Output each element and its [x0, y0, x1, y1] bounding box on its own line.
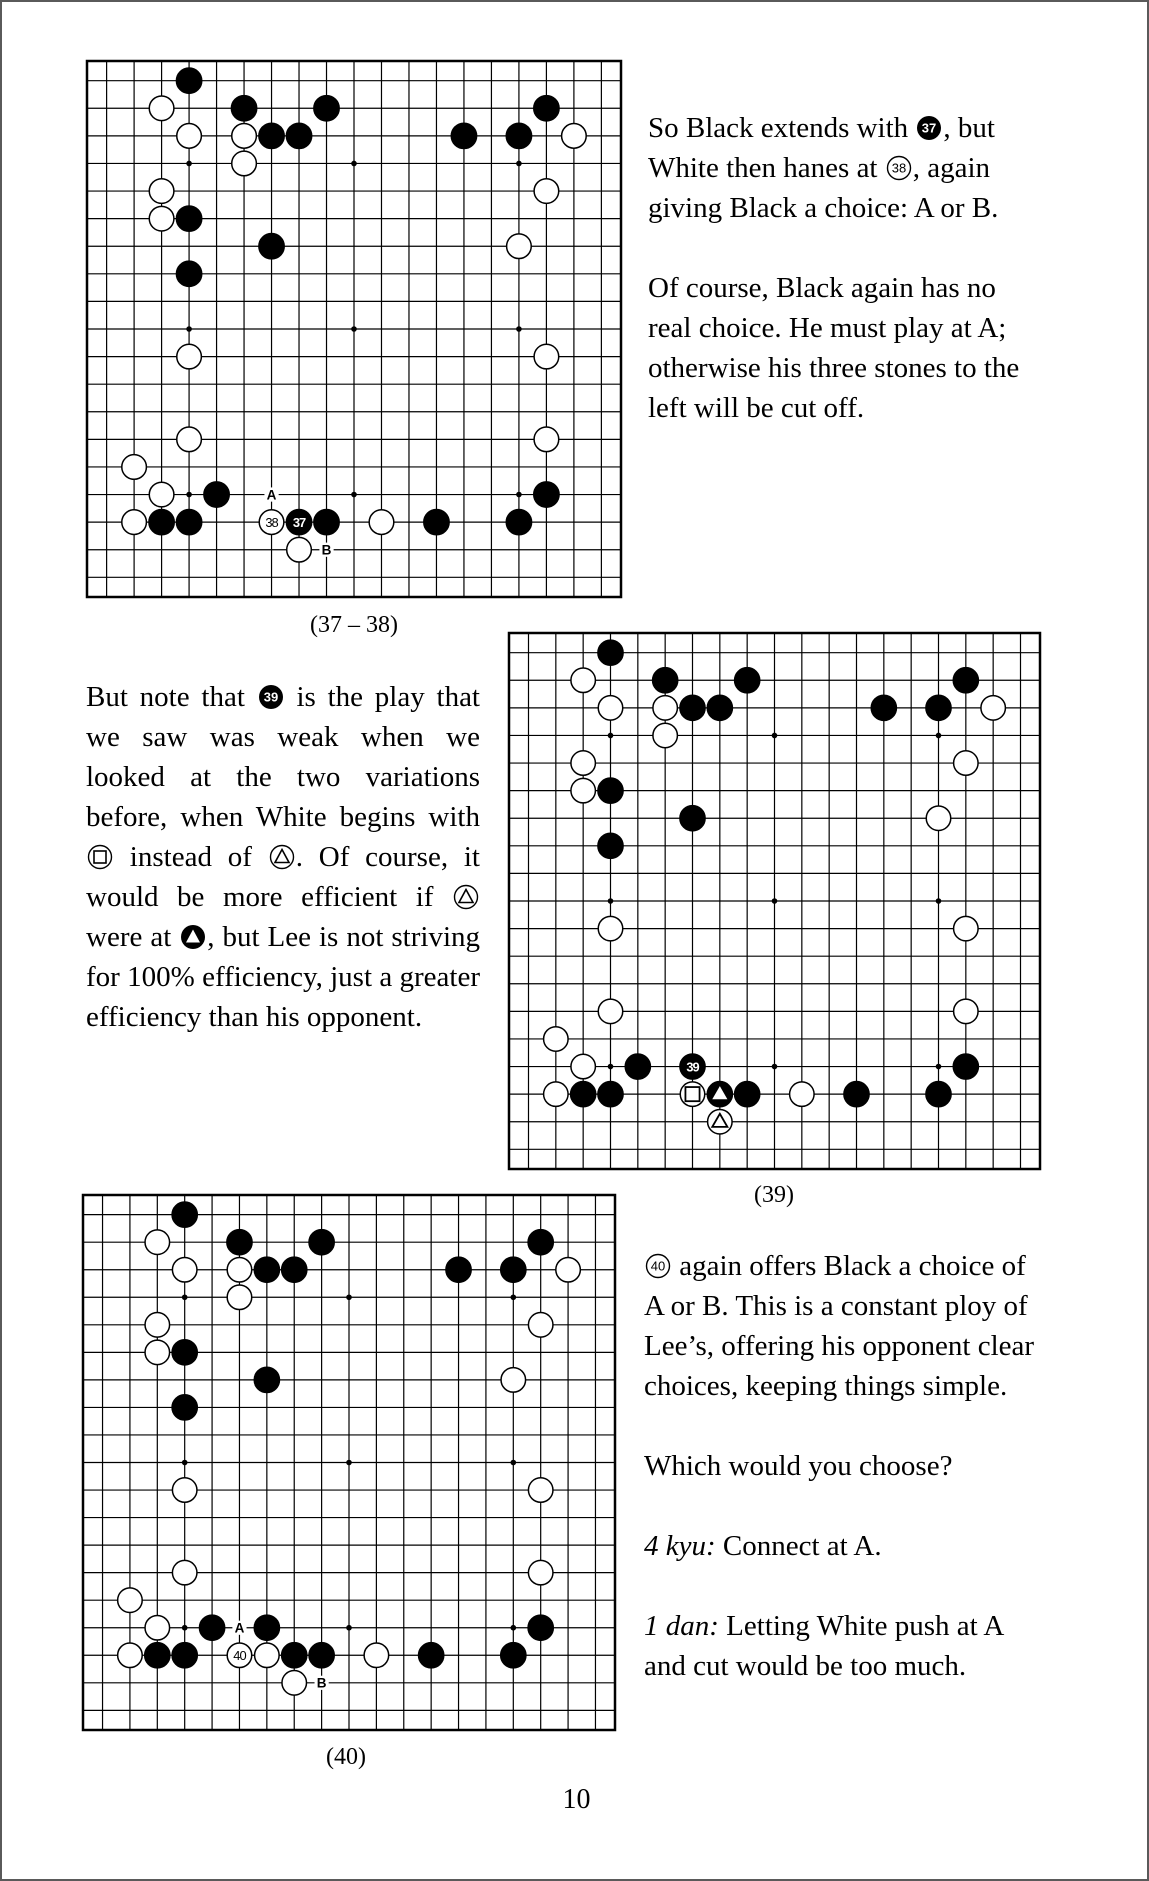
star-point [351, 161, 357, 167]
white-stone [954, 751, 978, 775]
diagram-caption: (39) [754, 1182, 794, 1208]
star-point [608, 1064, 614, 1070]
black-stone [871, 695, 897, 721]
paragraph: 1 dan: Letting White push at A and cut would be too much. [644, 1610, 1003, 1682]
white-stone [571, 778, 595, 802]
svg-text:38: 38 [891, 160, 906, 176]
commentary-39 [86, 677, 480, 1037]
white-stone [544, 1027, 568, 1051]
paragraph: So Black extends with 37 , but White then hanes at 38 , again giving Black a choice: A or B. [648, 112, 999, 224]
black-stone [199, 1615, 225, 1641]
white-stone [790, 1082, 814, 1106]
black-stone [451, 123, 477, 149]
black-stone [506, 509, 532, 535]
white-stone [172, 1478, 197, 1503]
black-stone [844, 1081, 870, 1107]
black-stone [172, 1395, 198, 1421]
black-stone [281, 1642, 307, 1668]
white-stone [227, 1257, 252, 1282]
white-stone [122, 510, 147, 535]
star-point [182, 1460, 188, 1466]
black-stone [144, 1642, 170, 1668]
white-stone [118, 1643, 143, 1668]
white-stone [556, 1257, 581, 1282]
go-diagram-40 [82, 1194, 616, 1731]
white-stone [571, 668, 595, 692]
star-point [351, 492, 357, 498]
star-point [186, 326, 192, 332]
white-stone [172, 1257, 197, 1282]
black-stone [707, 695, 733, 721]
black-stone [309, 1642, 335, 1668]
star-point [516, 161, 522, 167]
white-stone [528, 1560, 553, 1585]
white-stone [149, 179, 174, 204]
white-stone [981, 696, 1005, 720]
white-stone [544, 1082, 568, 1106]
star-point [351, 326, 357, 332]
black-stone [953, 667, 979, 693]
white-circle-number-icon [886, 155, 912, 181]
white-stone [571, 1054, 595, 1078]
black-stone [570, 1081, 596, 1107]
black-stone [176, 509, 202, 535]
black-stone [231, 95, 257, 121]
white-stone [528, 1478, 553, 1503]
go-board [508, 632, 1041, 1170]
white-stone [653, 723, 677, 747]
white-stone [232, 124, 257, 149]
black-stone [314, 95, 340, 121]
black-stone [734, 1081, 760, 1107]
white-stone [145, 1230, 170, 1255]
black-stone [314, 509, 340, 535]
go-board [86, 60, 622, 598]
black-stone [926, 695, 952, 721]
white-stone [653, 696, 677, 720]
star-point [346, 1294, 352, 1300]
white-stone [172, 1560, 197, 1585]
white-stone [287, 537, 312, 562]
white-stone [528, 1313, 553, 1338]
black-stone [172, 1339, 198, 1365]
black-stone [149, 509, 175, 535]
star-point [186, 492, 192, 498]
diagram-caption: (40) [326, 1744, 366, 1770]
white-stone [149, 96, 174, 121]
white-circle-number-icon [645, 1253, 671, 1279]
star-point [182, 1294, 188, 1300]
diagram-caption: (37 – 38) [310, 612, 398, 638]
white-stone [369, 510, 394, 535]
black-stone [680, 695, 706, 721]
white-stone [954, 999, 978, 1023]
white-stone [122, 455, 147, 480]
star-point [511, 1625, 517, 1631]
white-stone-square-icon [87, 844, 113, 870]
commentary-37-38 [648, 108, 1044, 428]
black-stone [281, 1257, 307, 1283]
move-number: 39 [686, 1059, 699, 1075]
black-stone [254, 1257, 280, 1283]
white-stone [680, 1082, 704, 1106]
black-stone [259, 233, 285, 259]
black-stone [680, 1054, 706, 1080]
point-letter: B [321, 542, 332, 558]
white-stone [282, 1671, 307, 1696]
black-stone [598, 833, 624, 859]
star-point [936, 1064, 942, 1070]
star-point [186, 161, 192, 167]
black-stone [506, 123, 532, 149]
white-stone [501, 1368, 526, 1393]
star-point [936, 733, 942, 739]
white-stone [708, 1109, 732, 1133]
go-diagram-39 [508, 632, 1041, 1170]
point-letter: A [266, 487, 277, 503]
star-point [182, 1625, 188, 1631]
star-point [936, 898, 942, 904]
star-point [511, 1460, 517, 1466]
paragraph: 40 again offers Black a choice of A or B. This is a constant ploy of Lee’s, offering his opponent clear choices, keeping things simple. [644, 1250, 1035, 1402]
move-number: 40 [233, 1648, 246, 1664]
white-stone [507, 234, 532, 259]
white-stone [145, 1340, 170, 1365]
white-stone [227, 1643, 252, 1668]
black-stone [424, 509, 450, 535]
paragraph: But note that 39 is the play that we saw was weak when we looked at the two variations before, when White begins with instead of . Of course, it would be more efficient if were at , but Lee is not striving for 100% efficiency, just a greater efficiency than his opponent. [86, 681, 480, 1033]
white-stone [149, 482, 174, 507]
star-point [772, 898, 778, 904]
black-circle-number-icon [258, 684, 284, 710]
paragraph: Of course, Black again has no real choice. He must play at A; otherwise his three stones to the left will be cut off. [648, 272, 1020, 424]
black-stone [533, 95, 559, 121]
black-stone [254, 1367, 280, 1393]
svg-text:39: 39 [263, 689, 278, 705]
white-stone [954, 916, 978, 940]
black-stone [204, 482, 230, 508]
white-stone [259, 510, 284, 535]
star-point [346, 1460, 352, 1466]
black-stone [259, 123, 285, 149]
black-stone [500, 1257, 526, 1283]
white-stone [926, 806, 950, 830]
svg-text:40: 40 [650, 1258, 666, 1274]
white-stone [177, 124, 202, 149]
star-point [516, 326, 522, 332]
black-stone [528, 1229, 554, 1255]
go-diagram-37-38 [86, 60, 622, 598]
star-point [511, 1294, 517, 1300]
star-point [346, 1625, 352, 1631]
white-stone [177, 344, 202, 369]
black-stone [227, 1229, 253, 1255]
go-board [82, 1194, 616, 1731]
black-stone [418, 1642, 444, 1668]
white-stone [534, 179, 559, 204]
white-stone [227, 1285, 252, 1310]
point-letter: B [316, 1675, 327, 1691]
black-stone [172, 1202, 198, 1228]
black-stone [172, 1642, 198, 1668]
paragraph: Which would you choose? [644, 1450, 953, 1482]
commentary-40 [644, 1246, 1042, 1686]
black-stone [598, 1081, 624, 1107]
star-point [608, 733, 614, 739]
black-stone [446, 1257, 472, 1283]
black-stone [286, 509, 312, 535]
black-stone [176, 68, 202, 94]
black-stone [254, 1615, 280, 1641]
black-stone [286, 123, 312, 149]
white-stone [177, 427, 202, 452]
white-stone [145, 1313, 170, 1338]
white-stone [145, 1615, 170, 1640]
white-stone [571, 751, 595, 775]
white-stone [598, 916, 622, 940]
black-stone [598, 778, 624, 804]
black-stone [176, 261, 202, 287]
black-stone [176, 206, 202, 232]
black-circle-number-icon [916, 115, 942, 141]
white-stone [232, 151, 257, 176]
star-point [772, 1064, 778, 1070]
black-stone [707, 1081, 733, 1107]
white-stone [364, 1643, 389, 1668]
white-stone [598, 999, 622, 1023]
black-stone [953, 1054, 979, 1080]
point-letter: A [234, 1620, 245, 1636]
black-stone [734, 667, 760, 693]
white-stone [149, 206, 174, 231]
star-point [608, 898, 614, 904]
white-stone [118, 1588, 143, 1613]
move-number: 37 [292, 515, 306, 531]
black-stone [652, 667, 678, 693]
white-stone-triangle-icon [269, 844, 295, 870]
white-stone [598, 696, 622, 720]
page-number: 10 [562, 1784, 591, 1815]
white-stone [562, 124, 587, 149]
black-stone [680, 805, 706, 831]
black-stone [598, 640, 624, 666]
black-stone [500, 1642, 526, 1668]
black-stone-triangle-icon [180, 924, 206, 950]
white-stone [534, 427, 559, 452]
white-stone [534, 344, 559, 369]
star-point [772, 733, 778, 739]
black-stone [625, 1054, 651, 1080]
paragraph: 4 kyu: Connect at A. [644, 1530, 882, 1562]
svg-text:37: 37 [922, 120, 937, 136]
white-stone [255, 1643, 280, 1668]
black-stone [533, 482, 559, 508]
star-point [516, 492, 522, 498]
black-stone [528, 1615, 554, 1641]
black-stone [926, 1081, 952, 1107]
move-number: 38 [265, 515, 278, 531]
white-stone-triangle-icon [453, 884, 479, 910]
black-stone [309, 1229, 335, 1255]
